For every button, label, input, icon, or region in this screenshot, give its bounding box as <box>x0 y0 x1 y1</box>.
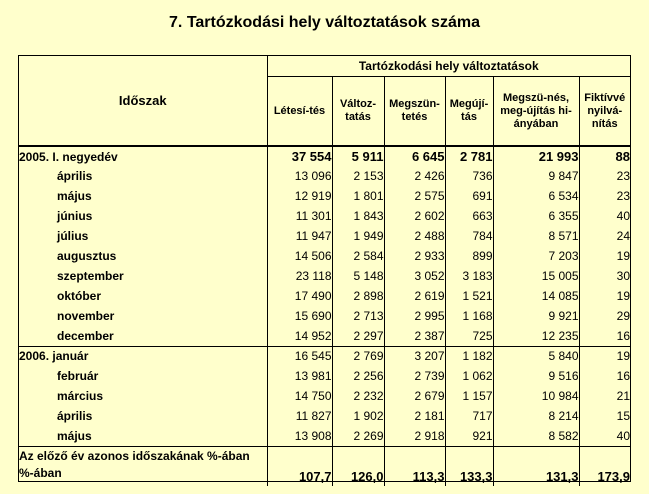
table-cell: 1 843 <box>332 206 384 226</box>
table-cell: 16 <box>616 328 630 343</box>
row-period-label: október <box>19 286 267 306</box>
table-cell: 6 645 <box>384 146 445 166</box>
row-period-label: szeptember <box>19 266 267 286</box>
table-cell: 21 993 <box>493 146 579 166</box>
table-row <box>19 326 630 346</box>
table-cell: 24 <box>616 229 630 243</box>
table-cell: 2 575 <box>384 186 445 206</box>
table-cell: 725 <box>445 326 493 346</box>
table-cell: 30 <box>616 269 630 283</box>
table-cell: 1 157 <box>445 386 493 406</box>
table-cell: 2 769 <box>332 346 384 366</box>
table-cell: 17 490 <box>267 286 332 306</box>
row-period-label: december <box>19 326 267 346</box>
column-header: Létesí-tés <box>267 77 332 147</box>
table-cell: 3 183 <box>445 266 493 286</box>
table-cell: 21 <box>616 389 630 403</box>
table-row <box>19 346 630 366</box>
table-row <box>19 366 630 386</box>
table-cell: 2 256 <box>332 366 384 386</box>
table-cell: 6 534 <box>493 186 579 206</box>
table-cell: 2 153 <box>332 166 384 186</box>
data-table <box>19 56 630 486</box>
table-cell: 2 584 <box>332 246 384 266</box>
table-cell: 15 690 <box>267 306 332 326</box>
table-cell: 5 911 <box>332 146 384 166</box>
table-cell: 8 214 <box>493 406 579 426</box>
row-period-label: február <box>19 366 267 386</box>
footer-row <box>19 446 630 486</box>
table-cell: 2 713 <box>332 306 384 326</box>
table-row <box>19 146 630 166</box>
table-cell: 1 062 <box>445 366 493 386</box>
table-cell: 5 148 <box>332 266 384 286</box>
table-cell: 899 <box>445 246 493 266</box>
table-cell: 3 052 <box>384 266 445 286</box>
row-period-label: november <box>19 306 267 326</box>
footer-cell: 173,9 <box>579 446 630 486</box>
table-cell: 10 984 <box>493 386 579 406</box>
table-cell: 2 387 <box>384 326 445 346</box>
table-cell: 2 933 <box>384 246 445 266</box>
row-period-label: 2006. január <box>19 346 267 366</box>
table-cell: 2 739 <box>384 366 445 386</box>
footer-cell: 126,0 <box>332 446 384 486</box>
table-cell: 23 <box>616 169 630 183</box>
footer-cell: 133,3 <box>445 446 493 486</box>
table-cell: 2 488 <box>384 226 445 246</box>
table-cell: 2 679 <box>384 386 445 406</box>
table-cell: 3 207 <box>384 346 445 366</box>
table-cell: 2 781 <box>445 146 493 166</box>
footer-cell: 107,7 <box>267 446 332 486</box>
table-cell: 1 801 <box>332 186 384 206</box>
column-header: Megszün-tetés <box>384 77 445 147</box>
period-header: Időszak <box>19 56 267 146</box>
table-cell: 2 426 <box>384 166 445 186</box>
table-cell: 13 096 <box>267 166 332 186</box>
table-cell: 2 602 <box>384 206 445 226</box>
table-cell: 14 750 <box>267 386 332 406</box>
table-cell: 13 981 <box>267 366 332 386</box>
table-cell: 9 921 <box>493 306 579 326</box>
table-row <box>19 166 630 186</box>
table-body <box>19 146 630 486</box>
table-cell: 15 005 <box>493 266 579 286</box>
table-cell: 19 <box>616 289 630 303</box>
column-header: Megújí-tás <box>445 77 493 147</box>
table-row <box>19 186 630 206</box>
table-cell: 11 827 <box>267 406 332 426</box>
table-cell: 14 952 <box>267 326 332 346</box>
table-cell: 11 947 <box>267 226 332 246</box>
table-cell: 663 <box>445 206 493 226</box>
table-cell: 2 995 <box>384 306 445 326</box>
table-cell: 23 <box>616 189 630 203</box>
table-cell: 15 <box>616 409 630 423</box>
table-cell: 1 902 <box>332 406 384 426</box>
row-period-label: május <box>19 426 267 446</box>
table-cell: 12 919 <box>267 186 332 206</box>
table-row <box>19 226 630 246</box>
table-cell: 717 <box>445 406 493 426</box>
table-cell: 1 168 <box>445 306 493 326</box>
table-cell: 5 840 <box>493 346 579 366</box>
table-cell: 13 908 <box>267 426 332 446</box>
table-cell: 6 355 <box>493 206 579 226</box>
table-cell: 1 182 <box>445 346 493 366</box>
table-cell: 14 506 <box>267 246 332 266</box>
row-period-label: április <box>19 166 267 186</box>
table-cell: 1 949 <box>332 226 384 246</box>
table-cell: 29 <box>616 309 630 323</box>
table-cell: 16 <box>616 369 630 383</box>
table-row <box>19 266 630 286</box>
table-row <box>19 206 630 226</box>
table-row <box>19 426 630 446</box>
table-cell: 784 <box>445 226 493 246</box>
table-cell: 2 619 <box>384 286 445 306</box>
table-cell: 11 301 <box>267 206 332 226</box>
table-cell: 23 118 <box>267 266 332 286</box>
row-period-label: május <box>19 186 267 206</box>
table-cell: 88 <box>615 149 630 164</box>
row-period-label: június <box>19 206 267 226</box>
table-cell: 8 571 <box>493 226 579 246</box>
row-period-label: március <box>19 386 267 406</box>
table-row <box>19 286 630 306</box>
table-cell: 19 <box>579 346 630 366</box>
table-cell: 7 203 <box>493 246 579 266</box>
table-row <box>19 306 630 326</box>
table-cell: 40 <box>616 428 630 443</box>
table-cell: 736 <box>445 166 493 186</box>
row-period-label: 2005. I. negyedév <box>19 146 267 166</box>
table-cell: 2 297 <box>332 326 384 346</box>
table-row <box>19 406 630 426</box>
table-row <box>19 246 630 266</box>
table-cell: 2 232 <box>332 386 384 406</box>
row-period-label: augusztus <box>19 246 267 266</box>
table-cell: 37 554 <box>267 146 332 166</box>
table-cell: 19 <box>616 249 630 263</box>
table-cell: 9 516 <box>493 366 579 386</box>
table-cell: 14 085 <box>493 286 579 306</box>
table-cell: 8 582 <box>493 426 579 446</box>
column-header: Fiktívvé nyilvá-nítás <box>579 77 630 147</box>
row-period-label: április <box>19 406 267 426</box>
page-title: 7. Tartózkodási hely változtatások száma <box>169 14 480 31</box>
table-cell: 2 898 <box>332 286 384 306</box>
table-row <box>19 386 630 406</box>
table-cell: 2 181 <box>384 406 445 426</box>
table-cell: 2 269 <box>332 426 384 446</box>
table-cell: 2 918 <box>384 426 445 446</box>
table-cell: 40 <box>616 209 630 223</box>
group-header: Tartózkodási hely változtatások <box>267 56 630 77</box>
table-cell: 9 847 <box>493 166 579 186</box>
footer-label: Az előző év azonos időszakának %-ában %-ában <box>19 446 267 486</box>
table-cell: 1 521 <box>445 286 493 306</box>
table-cell: 12 235 <box>493 326 579 346</box>
table-cell: 16 545 <box>267 346 332 366</box>
column-header: Megszü-nés, meg-újítás hi-ányában <box>493 77 579 147</box>
footer-cell: 113,3 <box>384 446 445 486</box>
table-cell: 921 <box>445 426 493 446</box>
footer-cell: 131,3 <box>493 446 579 486</box>
column-header: Változ-tatás <box>332 77 384 147</box>
row-period-label: július <box>19 226 267 246</box>
table-cell: 691 <box>445 186 493 206</box>
